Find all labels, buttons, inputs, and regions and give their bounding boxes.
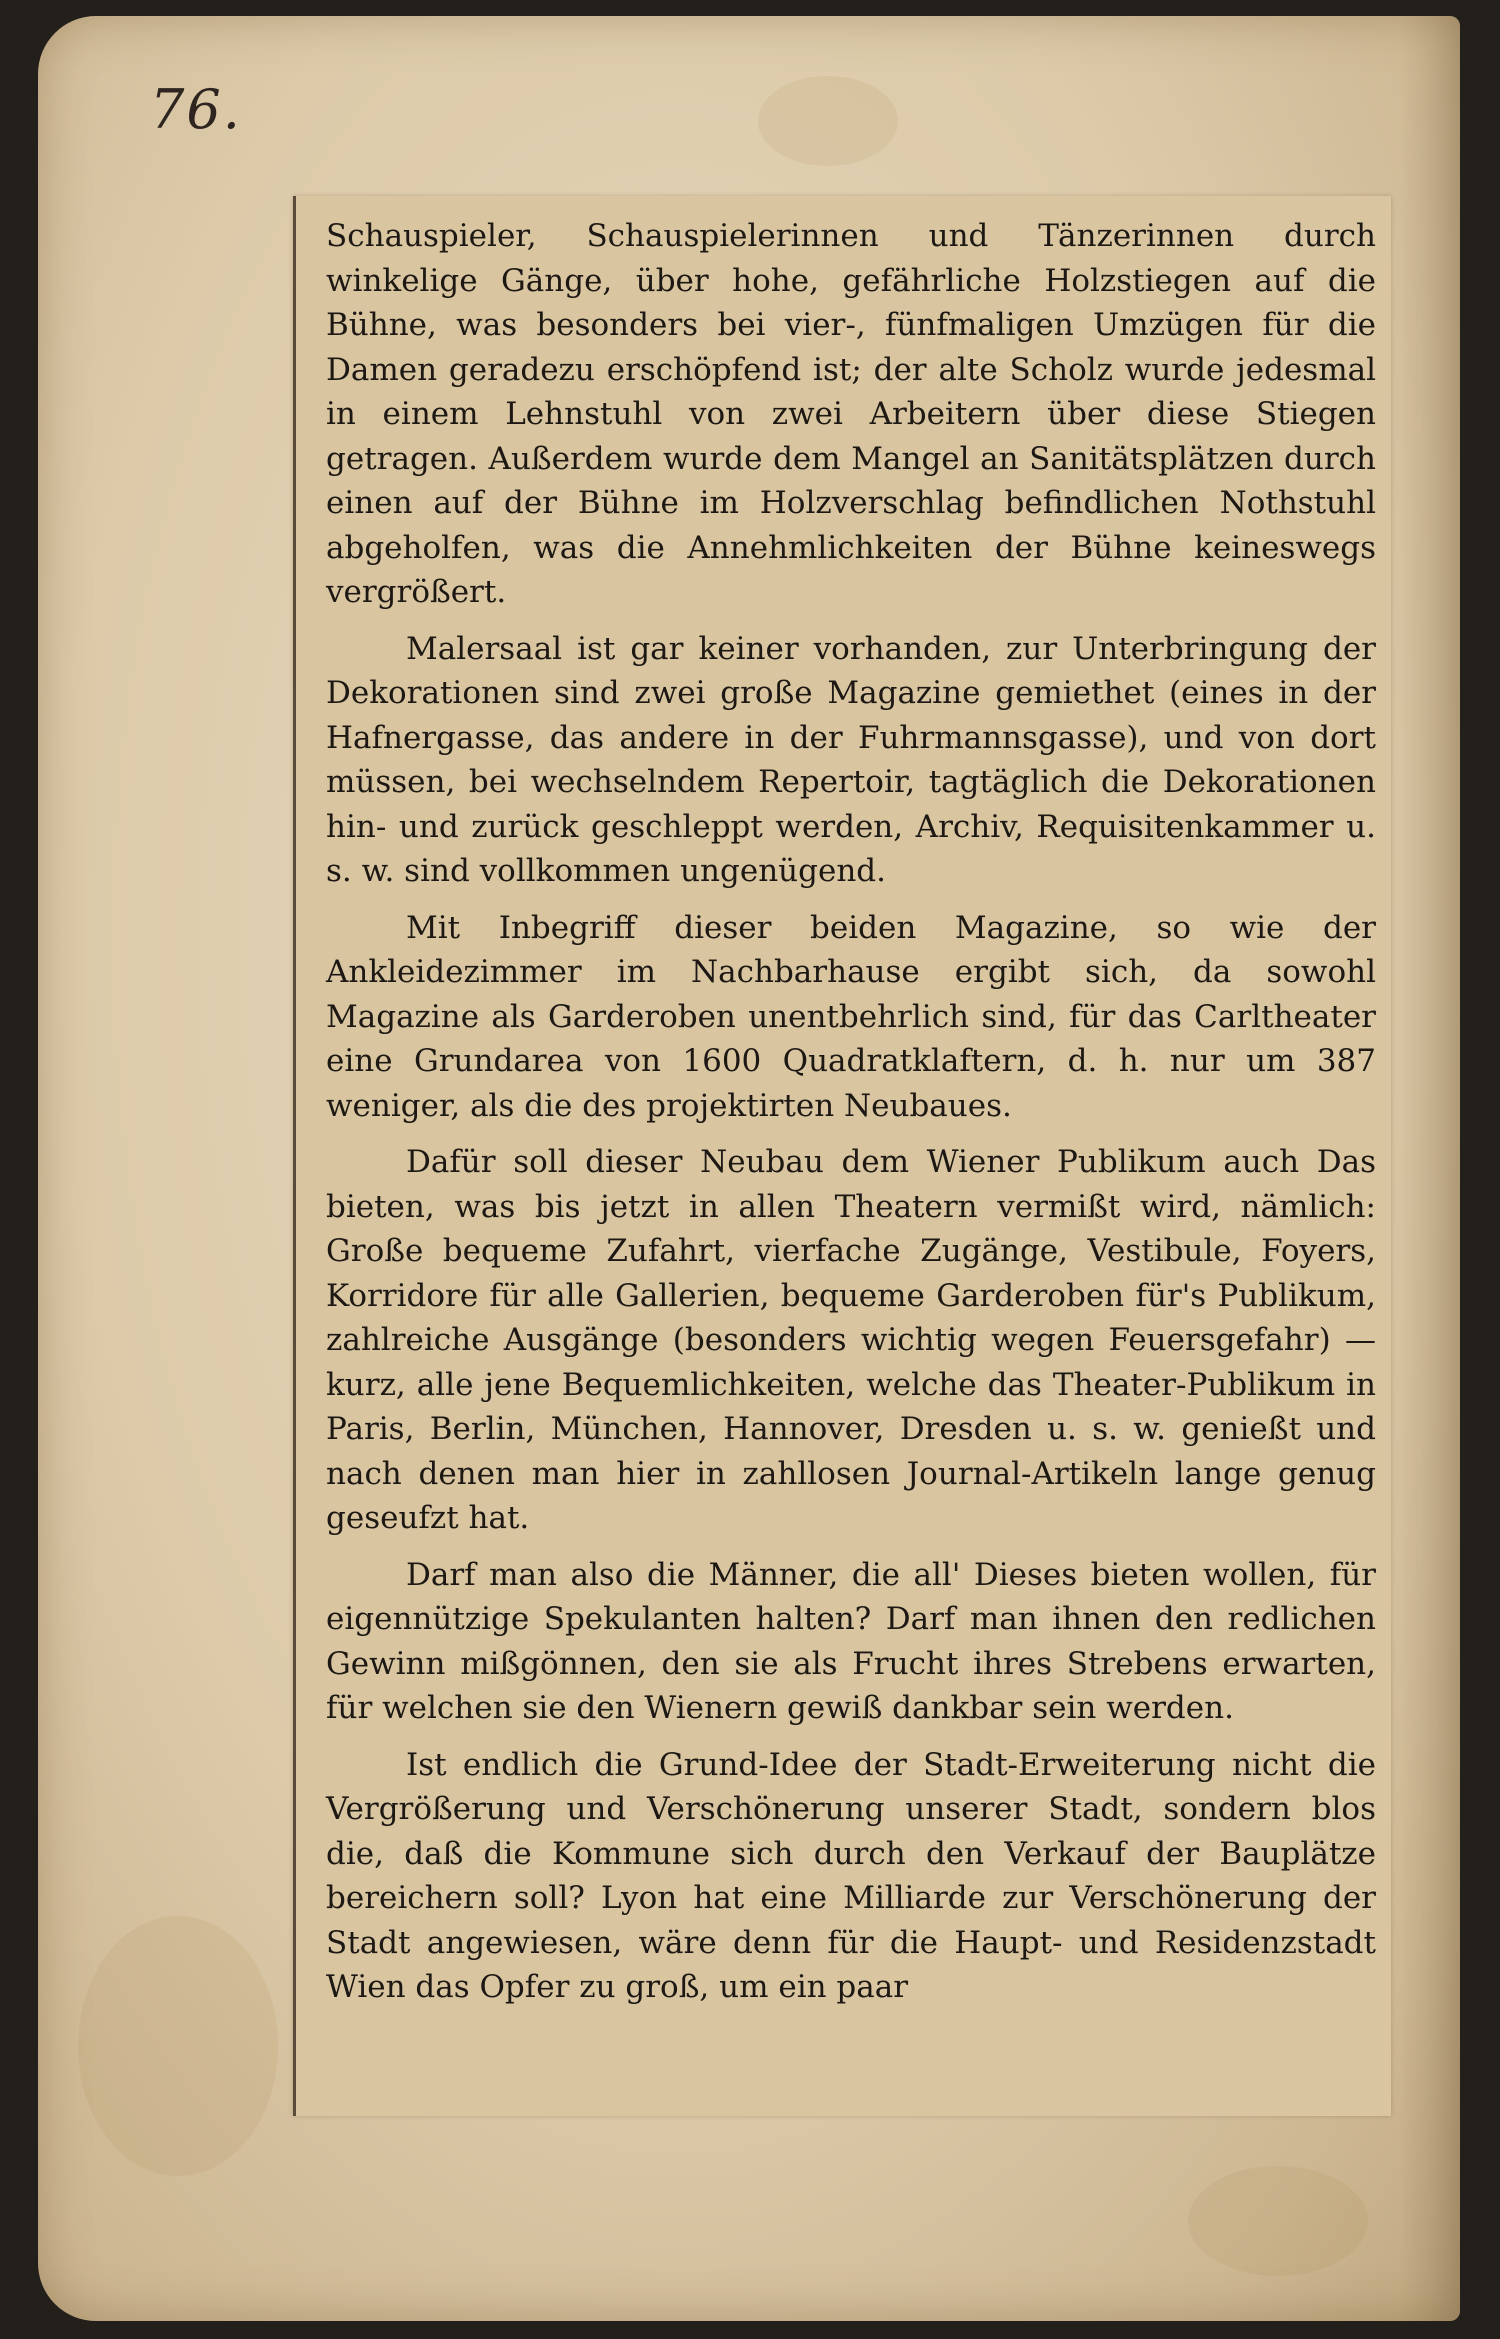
paragraph: Ist endlich die Grund-Idee der Stadt-Erweiterung nicht die Vergrößerung und Verschönerung unserer Stadt, sondern blos die, daß die Kommune sich durch den Verkauf der Bauplätze bereichern soll? Lyon hat eine Milliarde zur Verschönerung der Stadt angewiesen, wäre denn für die Haupt- und Residenzstadt Wien das Opfer zu groß, um ein paar	[326, 1746, 1376, 2005]
article-text	[326, 214, 1376, 2022]
page-edge-shadow	[1400, 16, 1460, 2321]
paragraph: Schauspieler, Schauspielerinnen und Tänzerinnen durch winkelige Gänge, über hohe, gefährliche Holzstiegen auf die Bühne, was besonders bei vier-, fünfmaligen Umzügen für die Damen geradezu erschöpfend ist; der alte Scholz wurde jedesmal in einem Lehnstuhl von zwei Arbeitern über diese Stiegen getragen. Außerdem wurde dem Mangel an Sanitätsplätzen durch einen auf der Bühne im Holzverschlag befindlichen Nothstuhl abgeholfen, was die Annehmlichkeiten der Bühne keineswegs vergrößert.	[326, 218, 1376, 610]
paper-stain	[758, 76, 898, 166]
paragraph: Dafür soll dieser Neubau dem Wiener Publikum auch Das bieten, was bis jetzt in allen Theatern vermißt wird, nämlich: Große bequeme Zufahrt, vierfache Zugänge, Vestibule, Foyers, Korridore für alle Gallerien, bequeme Garderoben für's Publikum, zahlreiche Ausgänge (besonders wichtig wegen Feuersgefahr) — kurz, alle jene Bequemlichkeiten, welche das Theater-Publikum in Paris, Berlin, München, Hannover, Dresden u. s. w. genießt und nach denen man hier in zahllosen Journal-Artikeln lange genug geseufzt hat.	[326, 1144, 1376, 1536]
book-page	[38, 16, 1460, 2321]
page-number: 76.	[150, 78, 242, 141]
newspaper-clipping	[293, 196, 1391, 2116]
paper-stain	[1188, 2166, 1368, 2276]
paper-stain	[78, 1916, 278, 2176]
paragraph: Malersaal ist gar keiner vorhanden, zur Unterbringung der Dekorationen sind zwei große Magazine gemiethet (eines in der Hafnergasse, das andere in der Fuhrmannsgasse), und von dort müssen, bei wechselndem Repertoir, tagtäglich die Dekorationen hin- und zurück geschleppt werden, Archiv, Requisitenkammer u. s. w. sind vollkommen ungenügend.	[326, 630, 1376, 889]
paragraph: Darf man also die Männer, die all' Dieses bieten wollen, für eigennützige Spekulanten halten? Darf man ihnen den redlichen Gewinn mißgönnen, den sie als Frucht ihres Strebens erwarten, für welchen sie den Wienern gewiß dankbar sein werden.	[326, 1556, 1376, 1726]
paragraph: Mit Inbegriff dieser beiden Magazine, so wie der Ankleidezimmer im Nachbarhause ergibt sich, da sowohl Magazine als Garderoben unentbehrlich sind, für das Carltheater eine Grundarea von 1600 Quadratklaftern, d. h. nur um 387 weniger, als die des projektirten Neubaues.	[326, 909, 1376, 1124]
